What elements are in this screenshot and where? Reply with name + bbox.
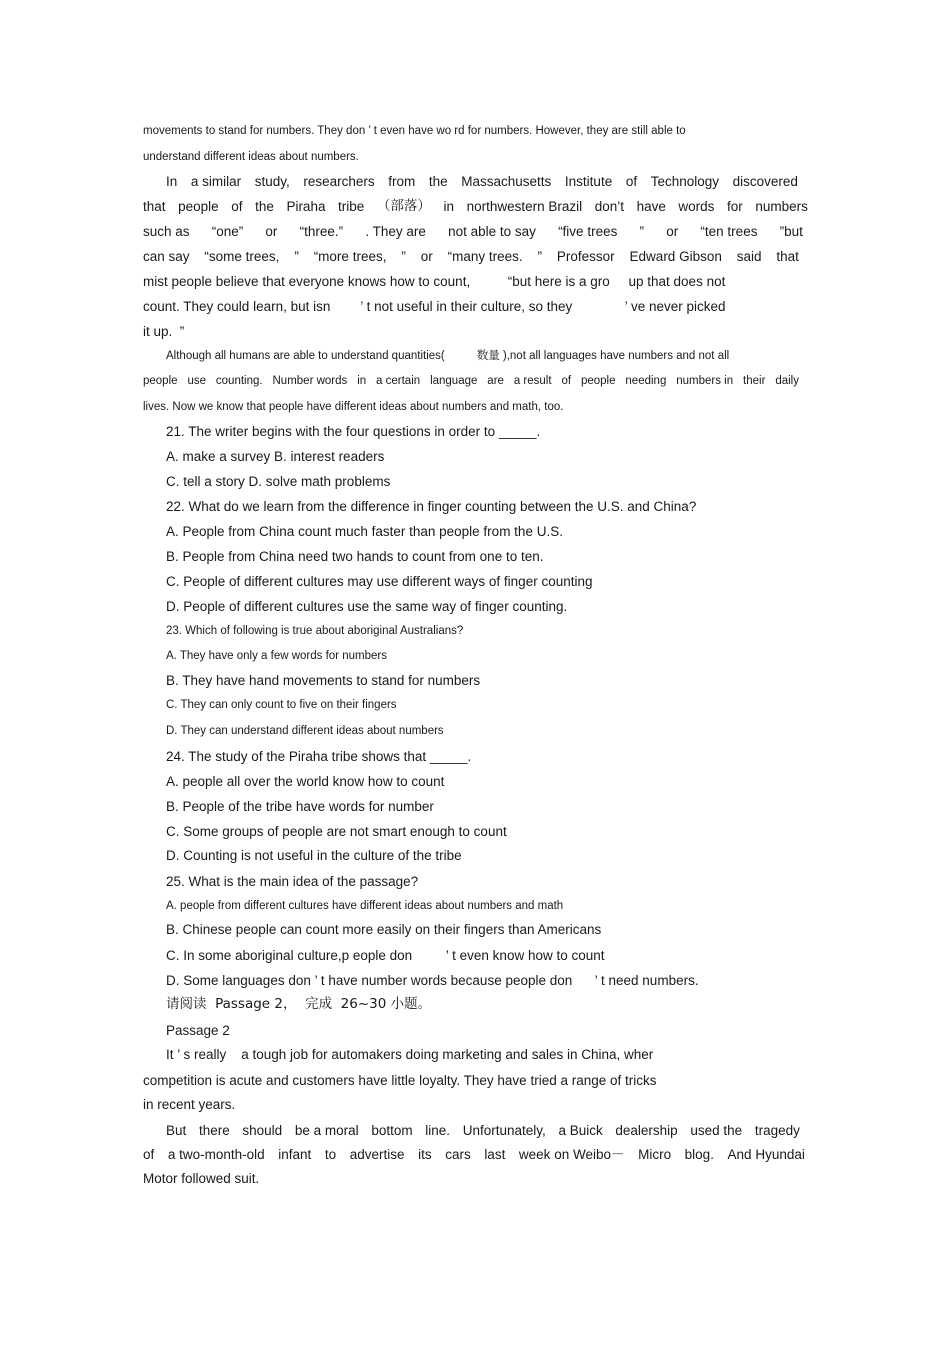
passage1-justified-line: In a similar study, researchers from the Massachusetts Institute of Technology discovered bbox=[166, 174, 798, 189]
question-22-option-d: D. People of different cultures use the same way of finger counting. bbox=[166, 599, 568, 614]
question-21-options-cd: C. tell a story D. solve math problems bbox=[166, 474, 391, 489]
question-21-options-ab: A. make a survey B. interest readers bbox=[166, 449, 385, 464]
question-24-option-b: B. People of the tribe have words for number bbox=[166, 799, 434, 814]
question-22-option-b: B. People from China need two hands to count from one to ten. bbox=[166, 549, 544, 564]
passage1-justified-line: people use counting. Number words in a certain language are a result of people needing numbers in their daily bbox=[143, 375, 799, 387]
passage2-text-line: in recent years. bbox=[143, 1097, 236, 1112]
passage1-text-line: understand different ideas about numbers. bbox=[143, 151, 359, 163]
question-25-option-c: C. In some aboriginal culture,p eople don ’ t even know how to count bbox=[166, 948, 605, 963]
passage1-text-line: lives. Now we know that people have different ideas about numbers and math, too. bbox=[143, 401, 564, 413]
question-24-option-a: A. people all over the world know how to count bbox=[166, 774, 445, 789]
question-22-option-a: A. People from China count much faster than people from the U.S. bbox=[166, 524, 563, 539]
passage2-justified-line: of a two-month-old infant to advertise its cars last week on Weibo－ Micro blog. And Hyundai bbox=[143, 1147, 805, 1162]
question-23-option-b: B. They have hand movements to stand for numbers bbox=[166, 673, 481, 688]
passage2-justified-line: But there should be a moral bottom line. Unfortunately, a Buick dealership used the tragedy bbox=[166, 1123, 800, 1138]
passage2-text-line: It ’ s really a tough job for automakers doing marketing and sales in China, wher bbox=[166, 1047, 654, 1062]
passage1-text-line: mist people believe that everyone knows how to count, “but here is a gro up that does not bbox=[143, 274, 726, 289]
question-22: 22. What do we learn from the difference in finger counting between the U.S. and China? bbox=[166, 499, 697, 514]
passage1-text-line: it up. ” bbox=[143, 324, 185, 339]
question-24-option-d: D. Counting is not useful in the culture of the tribe bbox=[166, 848, 462, 863]
question-23: 23. Which of following is true about aboriginal Australians? bbox=[166, 625, 464, 637]
question-24-option-c: C. Some groups of people are not smart enough to count bbox=[166, 824, 507, 839]
question-23-option-a: A. They have only a few words for numbers bbox=[166, 650, 387, 662]
passage1-text-line: count. They could learn, but isn ’ t not useful in their culture, so they ’ ve never picked bbox=[143, 299, 726, 314]
question-25: 25. What is the main idea of the passage? bbox=[166, 874, 419, 889]
passage1-text-line: Although all humans are able to understand quantities( 数量 ),not all languages have numbers and not all bbox=[166, 350, 730, 362]
question-23-option-c: C. They can only count to five on their fingers bbox=[166, 699, 397, 711]
question-23-option-d: D. They can understand different ideas about numbers bbox=[166, 725, 444, 737]
passage2-heading: Passage 2 bbox=[166, 1023, 230, 1038]
passage1-text-line: movements to stand for numbers. They don ’ t even have wo rd for numbers. However, they are still able to bbox=[143, 125, 686, 137]
question-25-option-b: B. Chinese people can count more easily on their fingers than Americans bbox=[166, 922, 602, 937]
passage2-instruction: 请阅读 Passage 2， 完成 26~30 小题。 bbox=[166, 996, 432, 1012]
passage1-justified-line: such as “one” or “three.” . They are not able to say “five trees ” or “ten trees ”but bbox=[143, 224, 803, 239]
passage1-justified-line: can say “some trees, ” “more trees, ” or “many trees. ” Professor Edward Gibson said that bbox=[143, 249, 799, 264]
passage2-text-line: competition is acute and customers have little loyalty. They have tried a range of tricks bbox=[143, 1073, 657, 1088]
question-24: 24. The study of the Piraha tribe shows that _____. bbox=[166, 749, 472, 764]
passage2-text-line: Motor followed suit. bbox=[143, 1171, 260, 1186]
question-25-option-d: D. Some languages don ’ t have number words because people don ’ t need numbers. bbox=[166, 973, 699, 988]
question-25-option-a: A. people from different cultures have different ideas about numbers and math bbox=[166, 900, 564, 912]
question-21: 21. The writer begins with the four questions in order to _____. bbox=[166, 424, 541, 439]
question-22-option-c: C. People of different cultures may use different ways of finger counting bbox=[166, 574, 593, 589]
passage1-justified-line: that people of the Piraha tribe （部落） in northwestern Brazil don’t have words for numbers bbox=[143, 198, 808, 214]
